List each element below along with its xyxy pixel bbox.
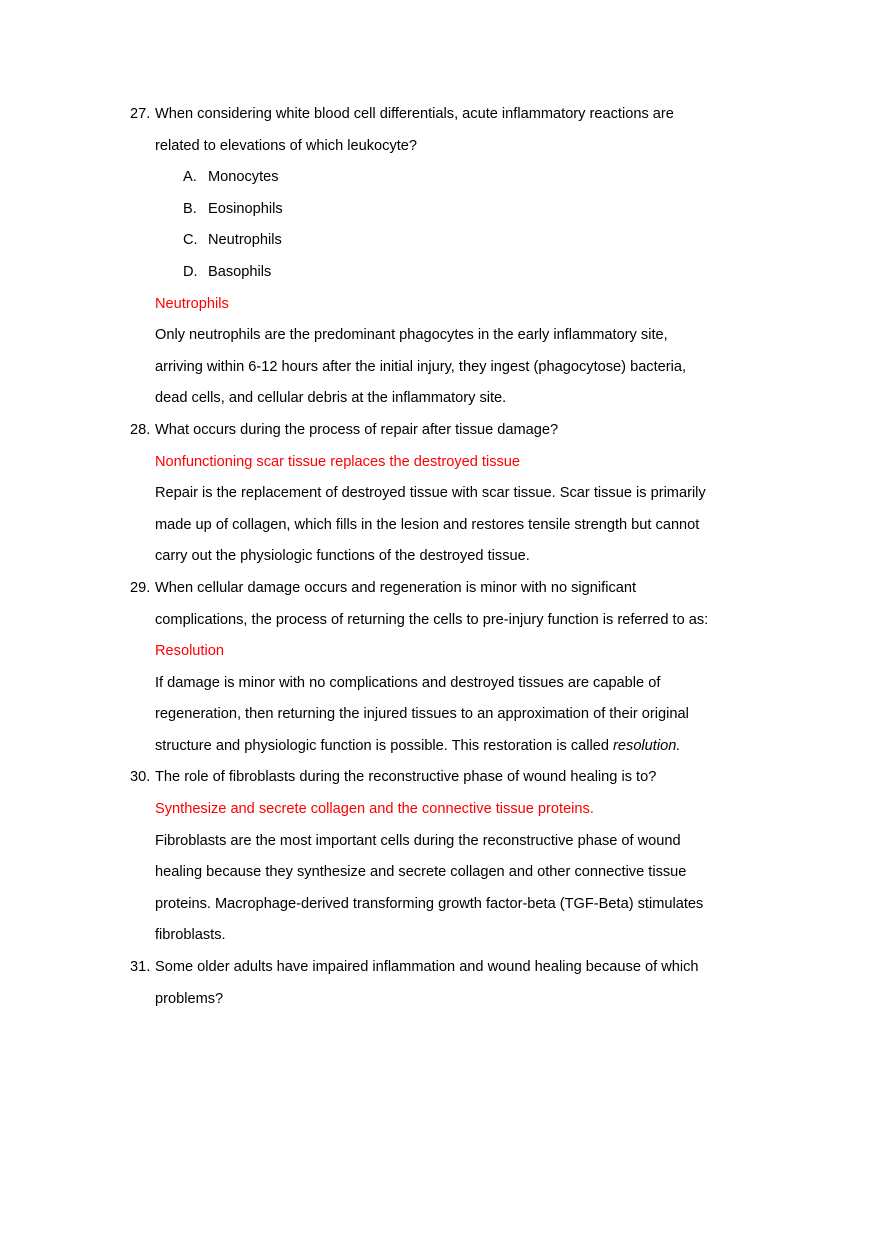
rationale-segment: regeneration, then returning the injured tissues to an approximation of their original (155, 706, 689, 723)
rationale-text (155, 668, 660, 700)
question-text: The role of fibroblasts during the reconstructive phase of wound healing is to? (155, 769, 657, 786)
answer-text: Synthesize and secrete collagen and the connective tissue proteins. (155, 801, 594, 818)
rationale-line (0, 383, 880, 415)
rationale-text (155, 478, 706, 510)
question-number: 27. (130, 106, 151, 122)
rationale-segment: healing because they synthesize and secrete collagen and other connective tissue (155, 864, 687, 881)
rationale-text (155, 320, 668, 352)
rationale-text (155, 826, 681, 858)
rationale-line (0, 857, 880, 889)
rationale-segment: fibroblasts. (155, 927, 226, 944)
rationale-line (0, 320, 880, 352)
rationale-text (155, 699, 689, 731)
rationale-text (155, 510, 699, 542)
rationale-line (0, 478, 880, 510)
option-item (0, 225, 880, 257)
question-number: 31. (130, 959, 151, 976)
rationale-text (155, 541, 530, 573)
rationale-segment: made up of collagen, which fills in the lesion and restores tensile strength but cannot (155, 516, 700, 533)
document-page (0, 99, 880, 1015)
rationale-segment: structure and physiologic function is possible. This restoration is called (155, 737, 614, 754)
rationale-segment: carry out the physiologic functions of the destroyed tissue. (155, 548, 530, 565)
rationale-text (155, 857, 686, 889)
question-31 (0, 952, 880, 1015)
rationale-segment: If damage is minor with no complications and destroyed tissues are capable of (155, 674, 661, 691)
rationale-text (155, 731, 680, 763)
answer-line (0, 636, 880, 668)
question-line (0, 415, 880, 447)
answer-text: Nonfunctioning scar tissue replaces the destroyed tissue (155, 453, 521, 470)
answer-text: Neutrophils (155, 295, 229, 312)
question-number: 30. (130, 769, 151, 786)
rationale-line (0, 699, 880, 731)
rationale-segment: Repair is the replacement of destroyed tissue with scar tissue. Scar tissue is primarily (155, 485, 706, 502)
option-text: Neutrophils (208, 232, 282, 249)
rationale-line (0, 826, 880, 858)
option-letter: B. (183, 200, 197, 217)
answer-line (0, 794, 880, 826)
question-number: 28. (130, 421, 151, 438)
question-27 (0, 99, 880, 415)
question-line (0, 573, 880, 605)
option-letter: D. (183, 263, 198, 280)
option-letter: C. (183, 232, 198, 249)
rationale-text (155, 383, 506, 415)
answer-text: Resolution (155, 643, 224, 660)
question-number: 29. (130, 579, 151, 596)
rationale-segment: dead cells, and cellular debris at the inflammatory site. (155, 390, 507, 407)
rationale-line (0, 510, 880, 542)
question-text: complications, the process of returning the cells to pre-injury function is referred to as: (155, 611, 709, 628)
rationale-line (0, 920, 880, 952)
option-text: Monocytes (208, 169, 279, 186)
rationale-text (155, 352, 686, 384)
question-30 (0, 762, 880, 952)
rationale-text (155, 920, 226, 952)
rationale-line (0, 541, 880, 573)
question-28 (0, 415, 880, 573)
answer-line (0, 289, 880, 321)
question-line (0, 131, 880, 163)
rationale-line (0, 731, 880, 763)
option-letter: A. (183, 169, 197, 186)
rationale-line (0, 352, 880, 384)
rationale-line (0, 668, 880, 700)
question-line (0, 984, 880, 1016)
question-text: problems? (155, 990, 224, 1007)
question-text: What occurs during the process of repair after tissue damage? (155, 421, 559, 438)
rationale-segment: proteins. Macrophage-derived transforming growth factor-beta (TGF-Beta) stimulates (155, 895, 704, 912)
option-text: Eosinophils (208, 200, 283, 217)
rationale-emphasis: resolution. (613, 737, 681, 754)
question-text: When considering white blood cell differentials, acute inflammatory reactions are (155, 106, 674, 122)
option-item (0, 257, 880, 289)
rationale-segment: Fibroblasts are the most important cells during the reconstructive phase of wound (155, 832, 681, 849)
rationale-segment: Only neutrophils are the predominant phagocytes in the early inflammatory site, (155, 327, 668, 344)
option-item (0, 162, 880, 194)
question-text: Some older adults have impaired inflammation and wound healing because of which (155, 959, 699, 976)
option-text: Basophils (208, 263, 272, 280)
rationale-segment: arriving within 6-12 hours after the initial injury, they ingest (phagocytose) bacteria, (155, 358, 687, 375)
question-line (0, 605, 880, 637)
rationale-line (0, 889, 880, 921)
question-line (0, 99, 880, 131)
question-text: related to elevations of which leukocyte? (155, 137, 418, 154)
option-item (0, 194, 880, 226)
question-line (0, 762, 880, 794)
question-line (0, 952, 880, 984)
question-29 (0, 573, 880, 763)
rationale-text (155, 889, 703, 921)
answer-line (0, 447, 880, 479)
question-text: When cellular damage occurs and regeneration is minor with no significant (155, 579, 637, 596)
